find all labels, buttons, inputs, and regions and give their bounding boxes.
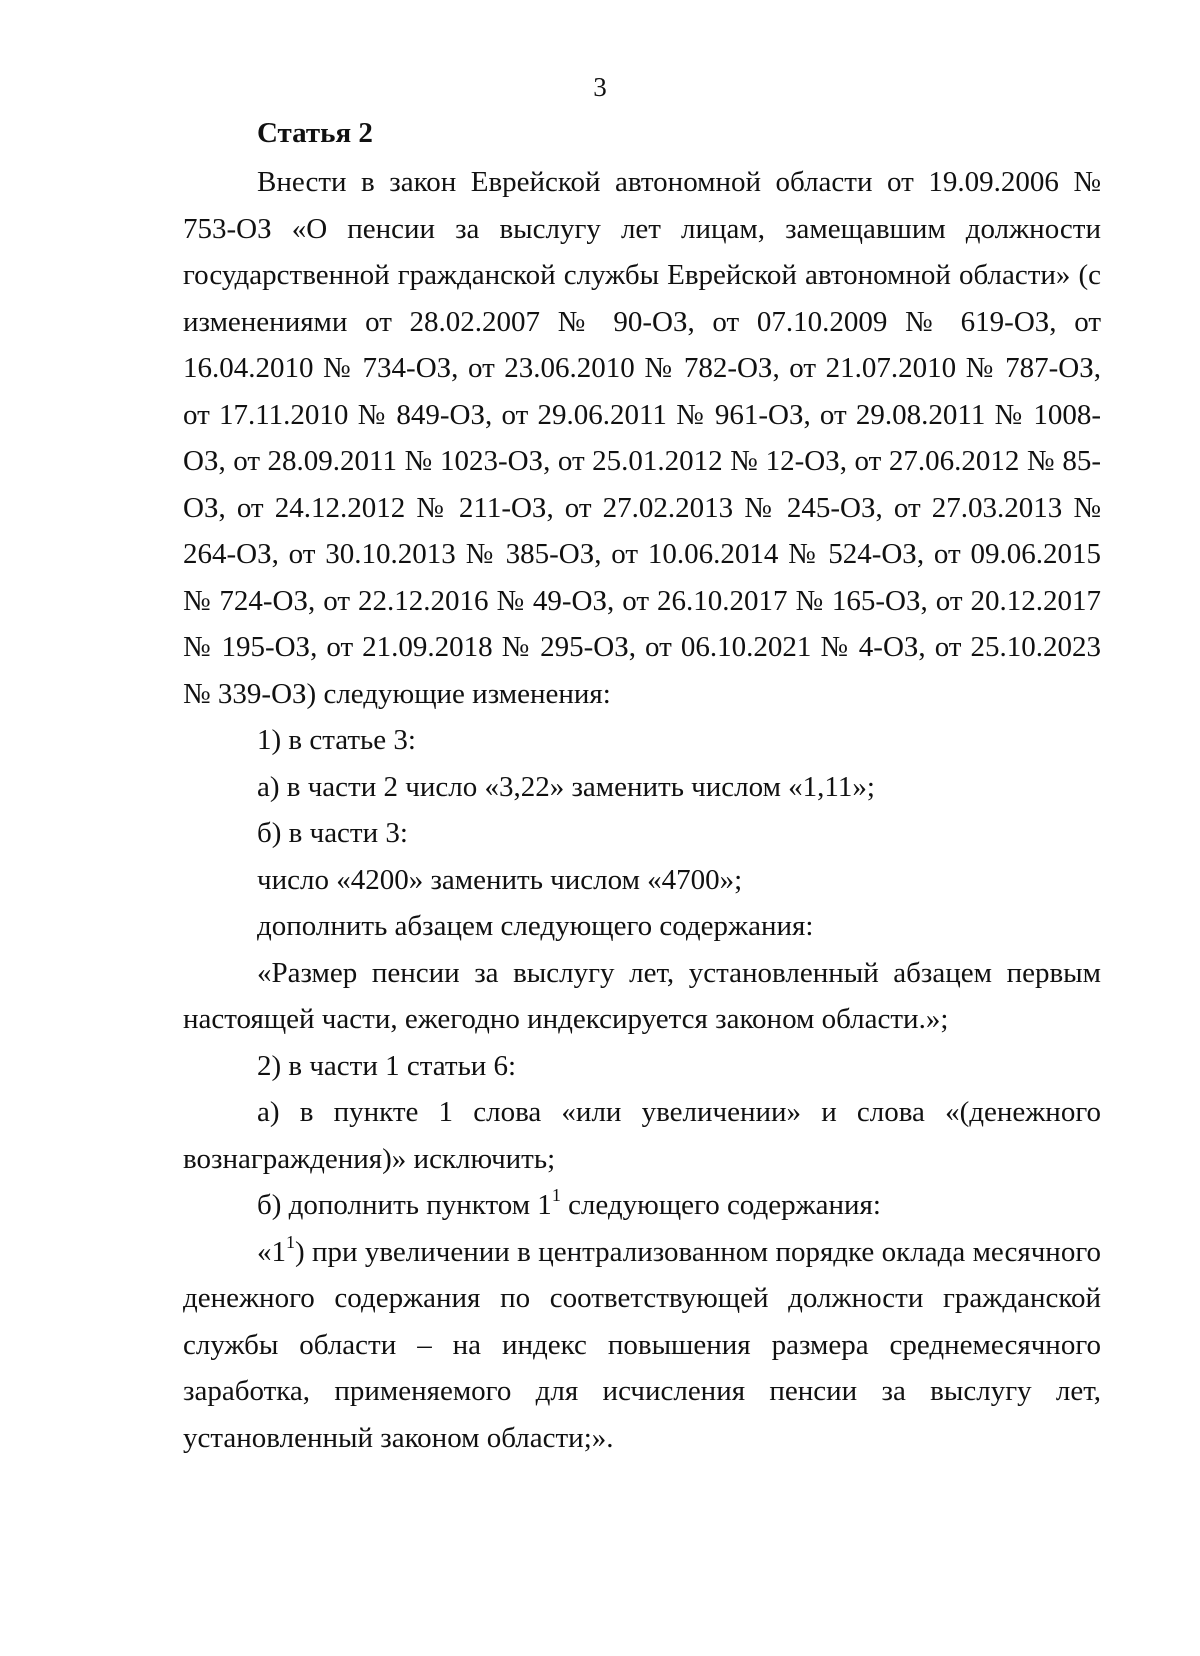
quoted-point-open: «1 bbox=[257, 1235, 286, 1268]
item-2: 2) в части 1 статьи 6: bbox=[257, 1049, 517, 1082]
item-1-b: б) в части 3: bbox=[257, 817, 408, 849]
item-2-b-text-start: б) дополнить пунктом 1 bbox=[257, 1189, 552, 1221]
item-1: 1) в статье 3: bbox=[257, 724, 416, 756]
item-1-a: а) в части 2 число «3,22» заменить числом «1,11»; bbox=[257, 770, 875, 803]
quoted-point-superscript: 1 bbox=[286, 1231, 295, 1252]
item-2-a: а) в пункте 1 слова «или увеличении» и слова «(денежного вознаграждения)» исключить; bbox=[183, 1096, 1101, 1175]
document-body bbox=[183, 110, 1101, 1461]
item-1-b-add-paragraph: дополнить абзацем следующего содержания: bbox=[257, 910, 814, 942]
item-2-b-quoted-point bbox=[183, 1229, 1101, 1462]
item-2-b-text-end: следующего содержания: bbox=[560, 1189, 881, 1221]
quoted-point-text: ) при увеличении в централизованном порядке оклада месячного денежного содержания по соответствующей должности гражданской службы области – на индекс повышения размера среднемесячного заработка, применяемого для исчисления пенсии за выслугу лет, установленный законом области;». bbox=[183, 1235, 1101, 1454]
item-2-b-superscript: 1 bbox=[551, 1185, 561, 1206]
item-2-b bbox=[183, 1182, 1101, 1229]
article-heading: Статья 2 bbox=[257, 117, 373, 149]
page-number: 3 bbox=[593, 72, 607, 102]
item-1-b-number-change: число «4200» заменить числом «4700»; bbox=[257, 863, 743, 896]
amendment-intro-paragraph: Внести в закон Еврейской автономной области от 19.09.2006 № 753-ОЗ «О пенсии за выслугу лет лицам, замещавшим должности государственной гражданской службы Еврейской автономной области» (с изменениями от 28.02.2007 № 90-ОЗ, от 07.10.2009 № 619-ОЗ, от 16.04.2010 № 734-ОЗ, от 23.06.2010 № 782-ОЗ, от 21.07.2010 № 787-ОЗ, от 17.11.2010 № 849-ОЗ, от 29.06.2011 № 961-ОЗ, от 29.08.2011 № 1008-ОЗ, от 28.09.2011 № 1023-ОЗ, от 25.01.2012 № 12-ОЗ, от 27.06.2012 № 85-ОЗ, от 24.12.2012 № 211-ОЗ, от 27.02.2013 № 245-ОЗ, от 27.03.2013 № 264-ОЗ, от 30.10.2013 № 385-ОЗ, от 10.06.2014 № 524-ОЗ, от 09.06.2015 № 724-ОЗ, от 22.12.2016 № 49-ОЗ, от 26.10.2017 № 165-ОЗ, от 20.12.2017 № 195-ОЗ, от 21.09.2018 № 295-ОЗ, от 06.10.2021 № 4-ОЗ, от 25.10.2023 № 339-ОЗ) следующие изменения: bbox=[183, 166, 1101, 710]
item-1-b-new-paragraph-text: «Размер пенсии за выслугу лет, установленный абзацем первым настоящей части, ежегодно индексируется законом области.»; bbox=[183, 956, 1101, 1035]
